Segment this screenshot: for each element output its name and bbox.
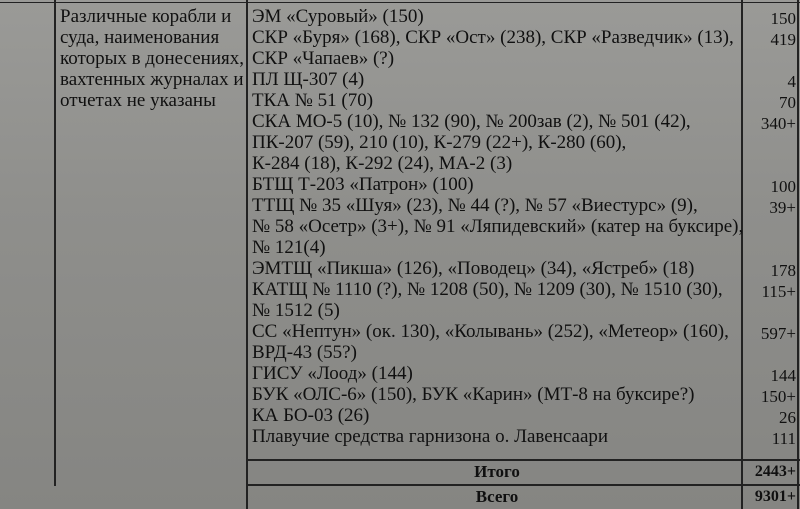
row-value: 419 [770, 30, 796, 49]
row-value: 70 [779, 93, 796, 112]
row-text-line: № 121(4) [252, 237, 326, 258]
row-text-line: ЭМТЩ «Пикша» (126), «Поводец» (34), «Ястреб» (18) [252, 258, 695, 279]
row-value: 150+ [760, 387, 796, 406]
row-value: 597+ [760, 324, 796, 343]
row-text-line: ВРД-43 (55?) [252, 342, 357, 363]
row-text-line: ГИСУ «Лоод» (144) [252, 363, 413, 384]
table-row [252, 111, 742, 174]
row-text-line: К-284 (18), К-292 (24), МА-2 (3) [252, 153, 513, 174]
vsego-value: 9301+ [754, 488, 796, 505]
row-text-line: КАТЩ № 1110 (?), № 1208 (50), № 1209 (30), № 1510 (30), [252, 279, 723, 300]
table-border-left [54, 0, 56, 486]
table-row [252, 174, 742, 195]
row-text-line: ТТЩ № 35 «Шуя» (23), № 44 (?), № 57 «Виестурс» (9), [252, 195, 698, 216]
table-row [252, 195, 742, 258]
row-text-line: ТКА № 51 (70) [252, 90, 374, 111]
row-text-line: БТЩ Т-203 «Патрон» (100) [252, 174, 474, 195]
row-value: 100 [770, 177, 796, 196]
table-row [252, 258, 742, 279]
row-value: 340+ [760, 114, 796, 133]
table-row [252, 27, 742, 69]
row-value: 144 [770, 366, 796, 385]
table-border-right [797, 0, 799, 509]
row-value: 115+ [761, 282, 796, 301]
row-value: 4 [787, 72, 796, 91]
row-value: 178 [770, 261, 796, 280]
row-value: 150 [770, 9, 796, 28]
row-value: 26 [779, 408, 796, 427]
table-row [252, 384, 742, 405]
row-text-line: СКР «Чапаев» (?) [252, 48, 395, 69]
table-row [252, 90, 742, 111]
row-text-line: ПК-207 (59), 210 (10), К-279 (22+), К-280 (60), [252, 132, 627, 153]
row-text-line: ПЛ Щ-307 (4) [252, 69, 365, 90]
table-row [252, 321, 742, 363]
table-row [252, 69, 742, 90]
itogo-label: Итого [474, 462, 520, 481]
row-text-line: СС «Нептун» (ок. 130), «Колывань» (252), «Метеор» (160), [252, 321, 729, 342]
table-line-top [0, 2, 800, 3]
category-cell: Различные корабли и суда, наименования которых в донесениях, вахтенных журналах и отчетах не указаны [60, 6, 244, 111]
row-text-line: Плавучие средства гарнизона о. Лавенсаари [252, 426, 609, 447]
row-value: 111 [771, 429, 796, 448]
row-value: 39+ [769, 198, 796, 217]
vsego-label: Всего [475, 487, 519, 506]
row-text-line: № 58 «Осетр» (3+), № 91 «Ляпидевский» (катер на буксире), [252, 216, 744, 237]
table-divider-1 [246, 0, 248, 509]
table-row [252, 405, 742, 426]
row-text-line: СКА МО-5 (10), № 132 (90), № 200зав (2), № 501 (42), [252, 111, 691, 132]
table-row [252, 6, 742, 27]
table-row [252, 426, 742, 447]
row-text-line: БУК «ОЛС-6» (150), БУК «Карин» (МТ-8 на буксире?) [252, 384, 695, 405]
row-text-line: № 1512 (5) [252, 300, 340, 321]
row-text-line: КА БО-03 (26) [252, 405, 370, 426]
row-text-line: ЭМ «Суровый» (150) [252, 6, 424, 27]
row-text-line: СКР «Буря» (168), СКР «Ост» (238), СКР «Разведчик» (13), [252, 27, 734, 48]
table-row [252, 363, 742, 384]
table-row [252, 279, 742, 321]
itogo-value: 2443+ [754, 463, 796, 480]
